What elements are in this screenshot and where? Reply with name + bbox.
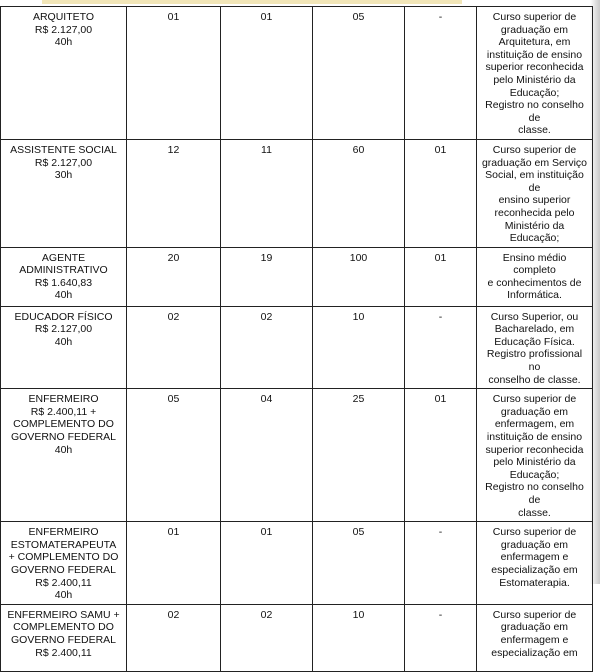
count-cell: 11: [221, 139, 313, 247]
count-cell: 01: [221, 522, 313, 605]
count-cell: 25: [313, 389, 405, 522]
table-row: [1, 247, 593, 306]
count-cell: 01: [127, 7, 221, 140]
count-cell: 02: [127, 306, 221, 389]
cargo-cell: ARQUITETO R$ 2.127,00 40h: [1, 7, 127, 140]
cargo-cell: ENFERMEIRO SAMU + COMPLEMENTO DO GOVERNO FEDERAL R$ 2.400,11: [1, 604, 127, 671]
count-cell: 05: [313, 7, 405, 140]
table-row: [1, 306, 593, 389]
count-cell: 02: [221, 604, 313, 671]
cargo-cell: ASSISTENTE SOCIAL R$ 2.127,00 30h: [1, 139, 127, 247]
table-row: [1, 604, 593, 671]
requirement-cell: Curso Superior, ou Bacharelado, em Educação Física. Registro profissional no conselho de classe.: [477, 306, 593, 389]
count-cell: -: [405, 7, 477, 140]
count-cell: 05: [313, 522, 405, 605]
count-cell: 01: [405, 389, 477, 522]
count-cell: 01: [405, 139, 477, 247]
count-cell: 10: [313, 604, 405, 671]
requirement-cell: Curso superior de graduação em enfermagem e especialização em: [477, 604, 593, 671]
vacancy-table: [0, 6, 593, 672]
count-cell: 12: [127, 139, 221, 247]
count-cell: 05: [127, 389, 221, 522]
table-row: [1, 7, 593, 140]
requirement-cell: Curso superior de graduação em enfermagem e especialização em Estomaterapia.: [477, 522, 593, 605]
top-accent-bar: [42, 0, 462, 4]
count-cell: 100: [313, 247, 405, 306]
count-cell: 02: [221, 306, 313, 389]
count-cell: 60: [313, 139, 405, 247]
cargo-cell: EDUCADOR FÍSICO R$ 2.127,00 40h: [1, 306, 127, 389]
table-row: [1, 522, 593, 605]
count-cell: -: [405, 604, 477, 671]
count-cell: -: [405, 522, 477, 605]
requirement-cell: Curso superior de graduação em Arquitetura, em instituição de ensino superior reconhecida pelo Ministério da Educação; Registro no conselho de classe.: [477, 7, 593, 140]
requirement-cell: Curso superior de graduação em enfermagem, em instituição de ensino superior reconhecida pelo Ministério da Educação; Registro no conselho de classe.: [477, 389, 593, 522]
count-cell: 01: [405, 247, 477, 306]
count-cell: 19: [221, 247, 313, 306]
count-cell: 02: [127, 604, 221, 671]
cargo-cell: AGENTE ADMINISTRATIVO R$ 1.640,83 40h: [1, 247, 127, 306]
count-cell: 01: [127, 522, 221, 605]
cargo-cell: ENFERMEIRO R$ 2.400,11 + COMPLEMENTO DO GOVERNO FEDERAL 40h: [1, 389, 127, 522]
requirement-cell: Ensino médio completo e conhecimentos de Informática.: [477, 247, 593, 306]
table-row: [1, 389, 593, 522]
table-row: [1, 139, 593, 247]
count-cell: 20: [127, 247, 221, 306]
requirement-cell: Curso superior de graduação em Serviço Social, em instituição de ensino superior reconhecida pelo Ministério da Educação;: [477, 139, 593, 247]
count-cell: -: [405, 306, 477, 389]
cargo-cell: ENFERMEIRO ESTOMATERAPEUTA + COMPLEMENTO DO GOVERNO FEDERAL R$ 2.400,11 40h: [1, 522, 127, 605]
count-cell: 04: [221, 389, 313, 522]
count-cell: 10: [313, 306, 405, 389]
count-cell: 01: [221, 7, 313, 140]
